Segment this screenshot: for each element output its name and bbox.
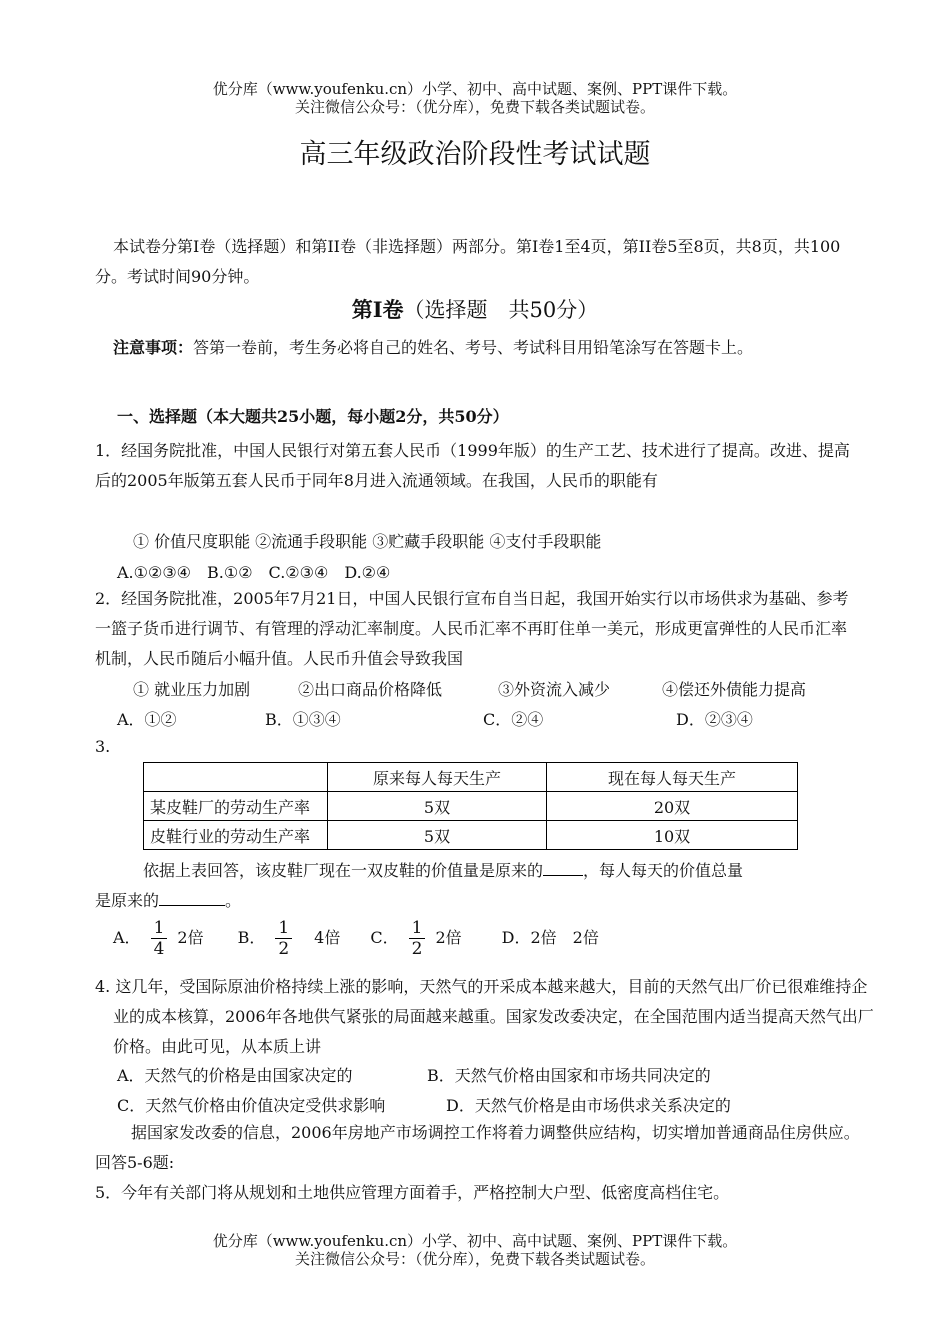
- fraction: [409, 918, 426, 959]
- question-2-item: ① 就业压力加剧: [133, 680, 251, 699]
- section-heading-bold: 第I卷: [351, 297, 404, 322]
- question-2-item: ②出口商品价格降低: [298, 680, 443, 699]
- question-1-items: ① 价值尺度职能 ②流通手段职能 ③贮藏手段职能 ④支付手段职能: [133, 532, 602, 551]
- table-header-cell: [144, 763, 328, 792]
- option-c-tail: 2倍: [435, 928, 462, 947]
- table-row: [144, 792, 798, 821]
- table-header-row: [144, 763, 798, 792]
- table-cell: 5双: [328, 821, 547, 850]
- footer-line-1: 优分库（www.youfenku.cn）小学、初中、高中试题、案例、PPT课件下载。: [212, 1232, 738, 1250]
- question-3-text-line-2: [95, 888, 241, 911]
- question-3-text-d: 。: [225, 891, 242, 910]
- notice-label: 注意事项：: [113, 338, 194, 357]
- question-2-stem: 2．经国务院批准，2005年7月21日，中国人民银行宣布自当日起，我国开始实行以市场供求为基础、参考一篮子货币进行调节、有管理的浮动汇率制度。人民币汇率不再盯住单一美元，形成更富弹性的人民币汇率机制，人民币随后小幅升值。人民币升值会导致我国: [95, 589, 849, 668]
- question-2-item: ④偿还外债能力提高: [662, 680, 807, 699]
- question-3-text-c: 是原来的: [95, 891, 160, 910]
- page-title: 高三年级政治阶段性考试试题: [299, 139, 651, 170]
- fraction-denominator: 4: [153, 939, 165, 959]
- question-3-table: [143, 762, 798, 850]
- fraction-numerator: 1: [151, 918, 168, 939]
- question-2-option: A．①②: [117, 710, 177, 729]
- table-header-cell: 原来每人每天生产: [328, 763, 547, 792]
- question-2-option: D．②③④: [676, 710, 753, 729]
- fraction-numerator: 1: [409, 918, 426, 939]
- fraction-numerator: 1: [275, 918, 292, 939]
- question-3-text-line-1: [143, 858, 743, 881]
- fraction: [151, 918, 168, 959]
- question-1-stem: 1．经国务院批准，中国人民银行对第五套人民币（1999年版）的生产工艺、技术进行了提高。改进、提高后的2005年版第五套人民币于同年8月进入流通领域。在我国，人民币的职能有: [95, 441, 850, 490]
- question-2-option: B．①③④: [265, 710, 341, 729]
- option-b-label: B．: [237, 928, 266, 947]
- table-cell: 10双: [547, 821, 798, 850]
- section-heading: [0, 294, 950, 324]
- table-cell: 皮鞋行业的劳动生产率: [144, 821, 328, 850]
- question-4-option: C．天然气价格由价值决定受供求影响: [117, 1096, 386, 1115]
- question-3-number: 3.: [95, 737, 111, 756]
- q5-6-intro: 据国家发改委的信息，2006年房地产市场调控工作将着力调整供应结构，切实增加普通商品住房供应。回答5-6题:: [95, 1123, 860, 1172]
- notice-paragraph: [95, 333, 860, 363]
- notice-text: 答第一卷前，考生务必将自己的姓名、考号、考试科目用铅笔涂写在答题卡上。: [193, 338, 754, 357]
- question-3-text-a: 依据上表回答，该皮鞋厂现在一双皮鞋的价值量是原来的: [143, 861, 544, 880]
- question-5-stem: 5．今年有关部门将从规划和土地供应管理方面着手，严格控制大户型、低密度高档住宅。: [95, 1183, 730, 1202]
- table-cell: 5双: [328, 792, 547, 821]
- question-2-item: ③外资流入减少: [498, 680, 611, 699]
- option-c-label: C．: [370, 928, 399, 947]
- question-3-text-b: ，每人每天的价值总量: [583, 861, 744, 880]
- footer-line-2: 关注微信公众号：（优分库），免费下载各类试题试卷。: [294, 1250, 655, 1268]
- part1-heading: 一、选择题（本大题共25小题，每小题2分，共50分）: [117, 407, 509, 426]
- answer-blank: [543, 874, 583, 876]
- answer-blank: [159, 904, 225, 906]
- table-row: [144, 821, 798, 850]
- question-1-options: A.①②③④ B.①② C.②③④ D.②④: [117, 563, 391, 582]
- question-4-option: B．天然气价格由国家和市场共同决定的: [427, 1066, 711, 1085]
- header-line-2: 关注微信公众号：（优分库），免费下载各类试题试卷。: [294, 98, 655, 116]
- question-4-option: D．天然气价格是由市场供求关系决定的: [446, 1096, 731, 1115]
- option-d: D．2倍 2倍: [501, 928, 599, 947]
- question-2-option: C．②④: [483, 710, 544, 729]
- section-heading-rest: （选择题 共50分）: [403, 298, 599, 322]
- table-header-cell: 现在每人每天生产: [547, 763, 798, 792]
- question-4-option: A．天然气的价格是由国家决定的: [117, 1066, 353, 1085]
- question-3-options: [113, 918, 599, 959]
- fraction-denominator: 2: [411, 939, 423, 959]
- header-line-1: 优分库（www.youfenku.cn）小学、初中、高中试题、案例、PPT课件下载。: [212, 80, 738, 98]
- option-a-label: A．: [113, 928, 141, 947]
- table-cell: 某皮鞋厂的劳动生产率: [144, 792, 328, 821]
- fraction: [275, 918, 292, 959]
- intro-paragraph: 本试卷分第I卷（选择题）和第II卷（非选择题）两部分。第I卷1至4页，第II卷5至8页，共8页，共100分。考试时间90分钟。: [95, 237, 841, 286]
- question-4-stem: 4. 这几年，受国际原油价格持续上涨的影响，天然气的开采成本越来越大，目前的天然气出厂价已很难维持企业的成本核算，2006年各地供气紧张的局面越来越重。国家发改委决定，在全国范围内适当提高天然气出厂价格。由此可见，从本质上讲: [95, 977, 874, 1056]
- table-cell: 20双: [547, 792, 798, 821]
- option-a-tail: 2倍: [177, 928, 204, 947]
- option-b-tail: 4倍: [314, 928, 341, 947]
- fraction-denominator: 2: [278, 939, 290, 959]
